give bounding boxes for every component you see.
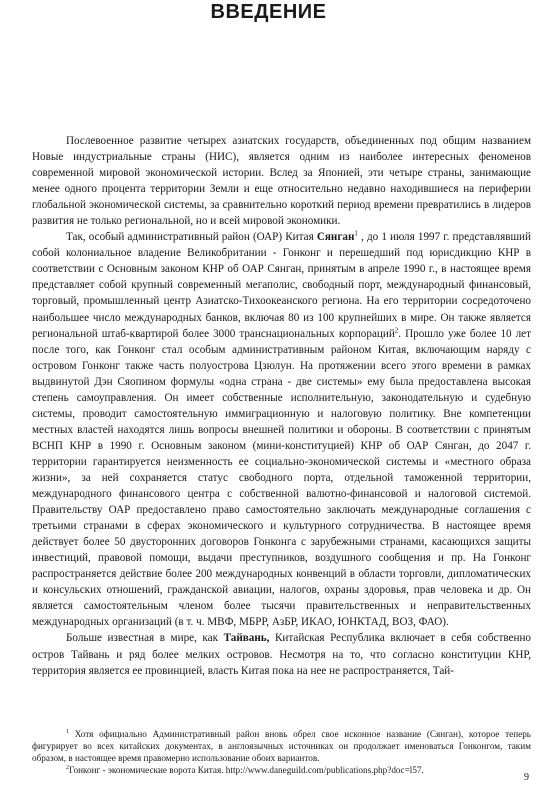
footnote-ref-1[interactable]: 1 bbox=[354, 229, 358, 238]
main-text bbox=[32, 133, 531, 679]
footnote-2 bbox=[32, 764, 531, 776]
term-xianggang: Сянган bbox=[316, 231, 355, 244]
page-number: 9 bbox=[524, 772, 529, 783]
footnote-2-mark: 2 bbox=[66, 765, 69, 772]
footnote-ref-2[interactable]: 2 bbox=[394, 325, 399, 334]
paragraph-intro: Послевоенное развитие четырех азиатских государств, объединенных под общим названием Новые индустриальные страны (НИС), является одним из наиболее интересных феноменов современной мировой экономической истории. Вслед за Японией, эти четыре страны, занимающие менее одного процента территории Земли и еще относительно недавно находившиеся на периферии глобальной экономической системы, за сравнительно короткий период времени превратились в лидеров развития не только региональной, но и всей мировой экономики. bbox=[32, 135, 531, 228]
footnote-1-text: Хотя официально Административный район вновь обрел свое исконное название (Сянган), которое теперь фигурирует во всех китайских документах, в англоязычных источниках он продолжает именоваться Гонконгом, таким образом, в настоящее время правомерно использование обоих вариантов. bbox=[32, 729, 531, 764]
paragraph-taiwan-lead: Больше известная в мире, как bbox=[66, 632, 224, 645]
paragraph-xianggang-rest: . Прошло уже более 10 лет после того, как Гонконг стал особым административным районом Китая, включающим наряду с островом Гонконг также часть полуострова Цзюлун. На протяжении всего этого времени в рамках выдвинутой Дэн Сяопином формулы «одна страна - две системы» ему была предоставлена высокая степень самоуправления. Он имеет собственные исполнительную, законодательную и судебную системы, проводит самостоятельную иммиграционную и налоговую политику. Вне компетенции местных властей находятся лишь вопросы внешней политики и обороны. В соответствии с принятым ВСНП КНР в 1990 г. Основным законом (мини-конституцией) КНР об ОАР Сянган, до 2047 г. территории гарантируется неизменность ее социально-экономической системы и «местного образа жизни», за ней сохраняется статус свободного порта, отдельной таможенной территории, международного финансового центра с собственной валютно-финансовой и налоговой системой. Правительству ОАР предоставлено право самостоятельно заключать международные соглашения с третьими странами в сферах экономического и культурного сотрудничества. В настоящее время действует более 50 двусторонних договоров Гонконга с зарубежными странами, касающихся защиты инвестиций, правовой помощи, выдачи преступников, воздушного сообщения и пр. На Гонконг распространяется действие более 200 международных конвенций в области торговли, дипломатических и консульских отношений, гражданской авиации, налогов, охраны здоровья, прав человека и др. Он является самостоятельным членом более тысячи правительственных и неправительственных международных организаций (в т. ч. МВФ, МБРР, АзБР, ИКАО, ЮНКТАД, ВОЗ, ФАО). bbox=[32, 327, 531, 629]
paragraph-xianggang-middle: , до 1 июля 1997 г. представлявший собой колониальное владение Великобритании - Гонконг и перешедший под юрисдикцию КНР в соответствии с Основным законом КНР об ОАР Сянган, принятым в апреле 1990 г., в настоящее время представляет собой крупный современный мегаполис, свободный порт, международный финансовый, торговый, промышленный центр Азиатско-Тихоокеанского региона. На его территории сосредоточено наибольшее число международных банков, включая 80 из 100 крупнейших в мире. Он также является региональной штаб-квартирой более 3000 транснациональных корпораций bbox=[32, 231, 531, 340]
footnote-2-text: Гонконг - экономические ворота Китая. http://www.daneguild.com/publications.php?doc=l57. bbox=[69, 765, 424, 776]
paragraph-taiwan-rest: Китайская Республика включает в себя собственно остров Тайвань и ряд более мелких островов. Несмотря на то, что согласно конституции КНР, территория является ее провинцией, власть Китая пока на нее не распространяется, Тай- bbox=[32, 632, 531, 677]
footnote-1 bbox=[32, 728, 531, 764]
term-taiwan: Тайвань, bbox=[223, 632, 270, 645]
paragraph-xianggang-lead: Так, особый административный район (ОАР) Китая bbox=[66, 231, 317, 244]
paragraph-xianggang bbox=[32, 229, 531, 630]
footnote-1-mark: 1 bbox=[66, 728, 69, 735]
footnotes bbox=[32, 728, 531, 776]
paragraph-taiwan bbox=[32, 630, 531, 678]
page-title: ВВЕДЕНИЕ bbox=[210, 1, 327, 23]
